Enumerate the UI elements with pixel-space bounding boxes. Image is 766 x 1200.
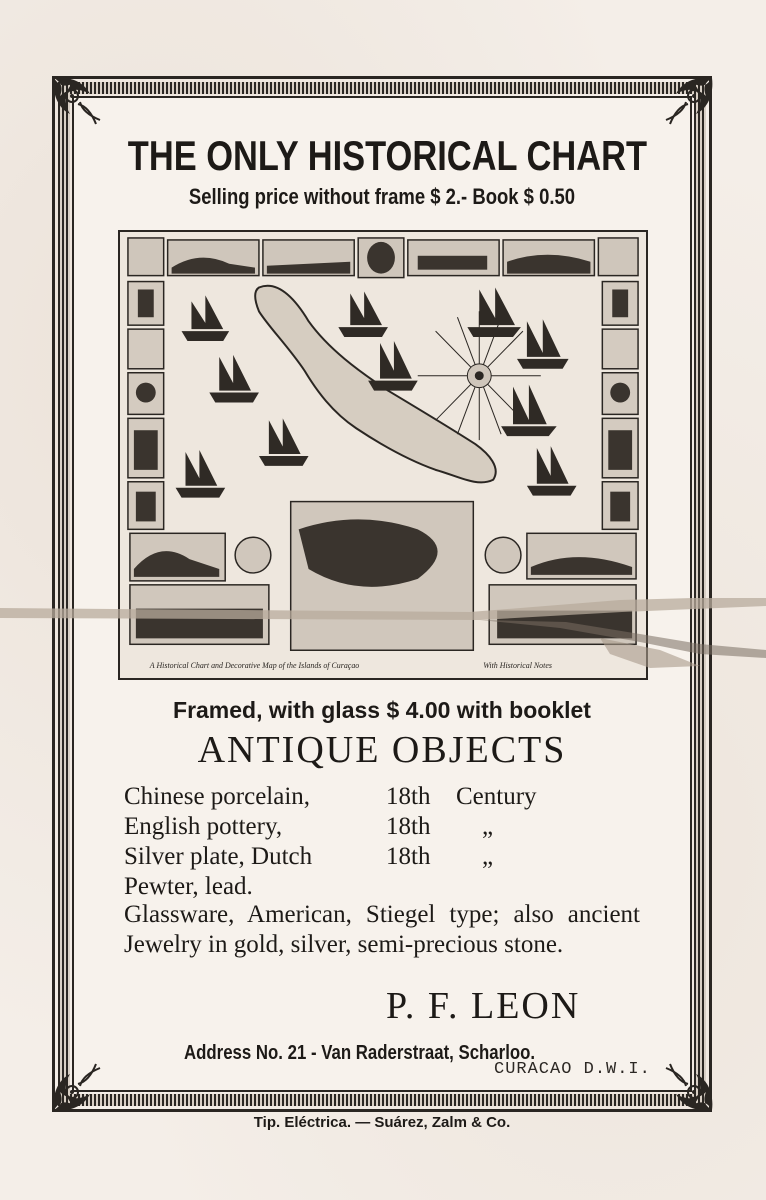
- antique-objects-heading: ANTIQUE OBJECTS: [197, 729, 567, 771]
- item-era: 18th: [386, 843, 431, 870]
- dealer-name: P. F. LEON: [386, 985, 581, 1027]
- dealer-address: Address No. 21 - Van Raderstraat, Scharloo.: [184, 1042, 536, 1064]
- item-name: Chinese porcelain,: [124, 783, 311, 810]
- item-note: „: [482, 843, 494, 870]
- location-stamp: CURACAO D.W.I.: [494, 1060, 651, 1079]
- corner-ornament-icon: [50, 1060, 104, 1114]
- framed-price-line: Framed, with glass $ 4.00 with booklet: [173, 697, 591, 723]
- historical-map-illustration: [118, 230, 648, 680]
- corner-ornament-icon: [50, 74, 104, 128]
- price-subtitle: Selling price without frame $ 2.- Book $ 0.50: [188, 184, 576, 209]
- corner-ornament-icon: [662, 74, 716, 128]
- item-note: Century: [456, 783, 537, 810]
- item-note: „: [482, 813, 494, 840]
- item-name: English pottery,: [124, 813, 283, 840]
- list-item: [124, 782, 644, 812]
- list-item: [124, 872, 644, 902]
- item-era: 18th: [386, 783, 431, 810]
- advertisement-title: THE ONLY HISTORICAL CHART: [127, 132, 648, 179]
- antiques-description: Glassware, American, Stiegel type; also ancient Jewelry in gold, silver, semi-precious stone.: [124, 901, 640, 958]
- printer-credit: Tip. Eléctrica. — Suárez, Zalm & Co.: [253, 1114, 511, 1131]
- item-name: Pewter, lead.: [124, 873, 253, 900]
- list-item: [124, 812, 644, 842]
- corner-ornament-icon: [662, 1060, 716, 1114]
- antique-items-list: [124, 782, 644, 902]
- item-era: 18th: [386, 813, 431, 840]
- list-item: [124, 842, 644, 872]
- item-era: [386, 872, 456, 902]
- map-caption-left: A Historical Chart and Decorative Map of the Islands of Curaçao: [149, 661, 360, 671]
- map-caption-right: With Historical Notes: [483, 661, 552, 671]
- item-name: Silver plate, Dutch: [124, 843, 313, 870]
